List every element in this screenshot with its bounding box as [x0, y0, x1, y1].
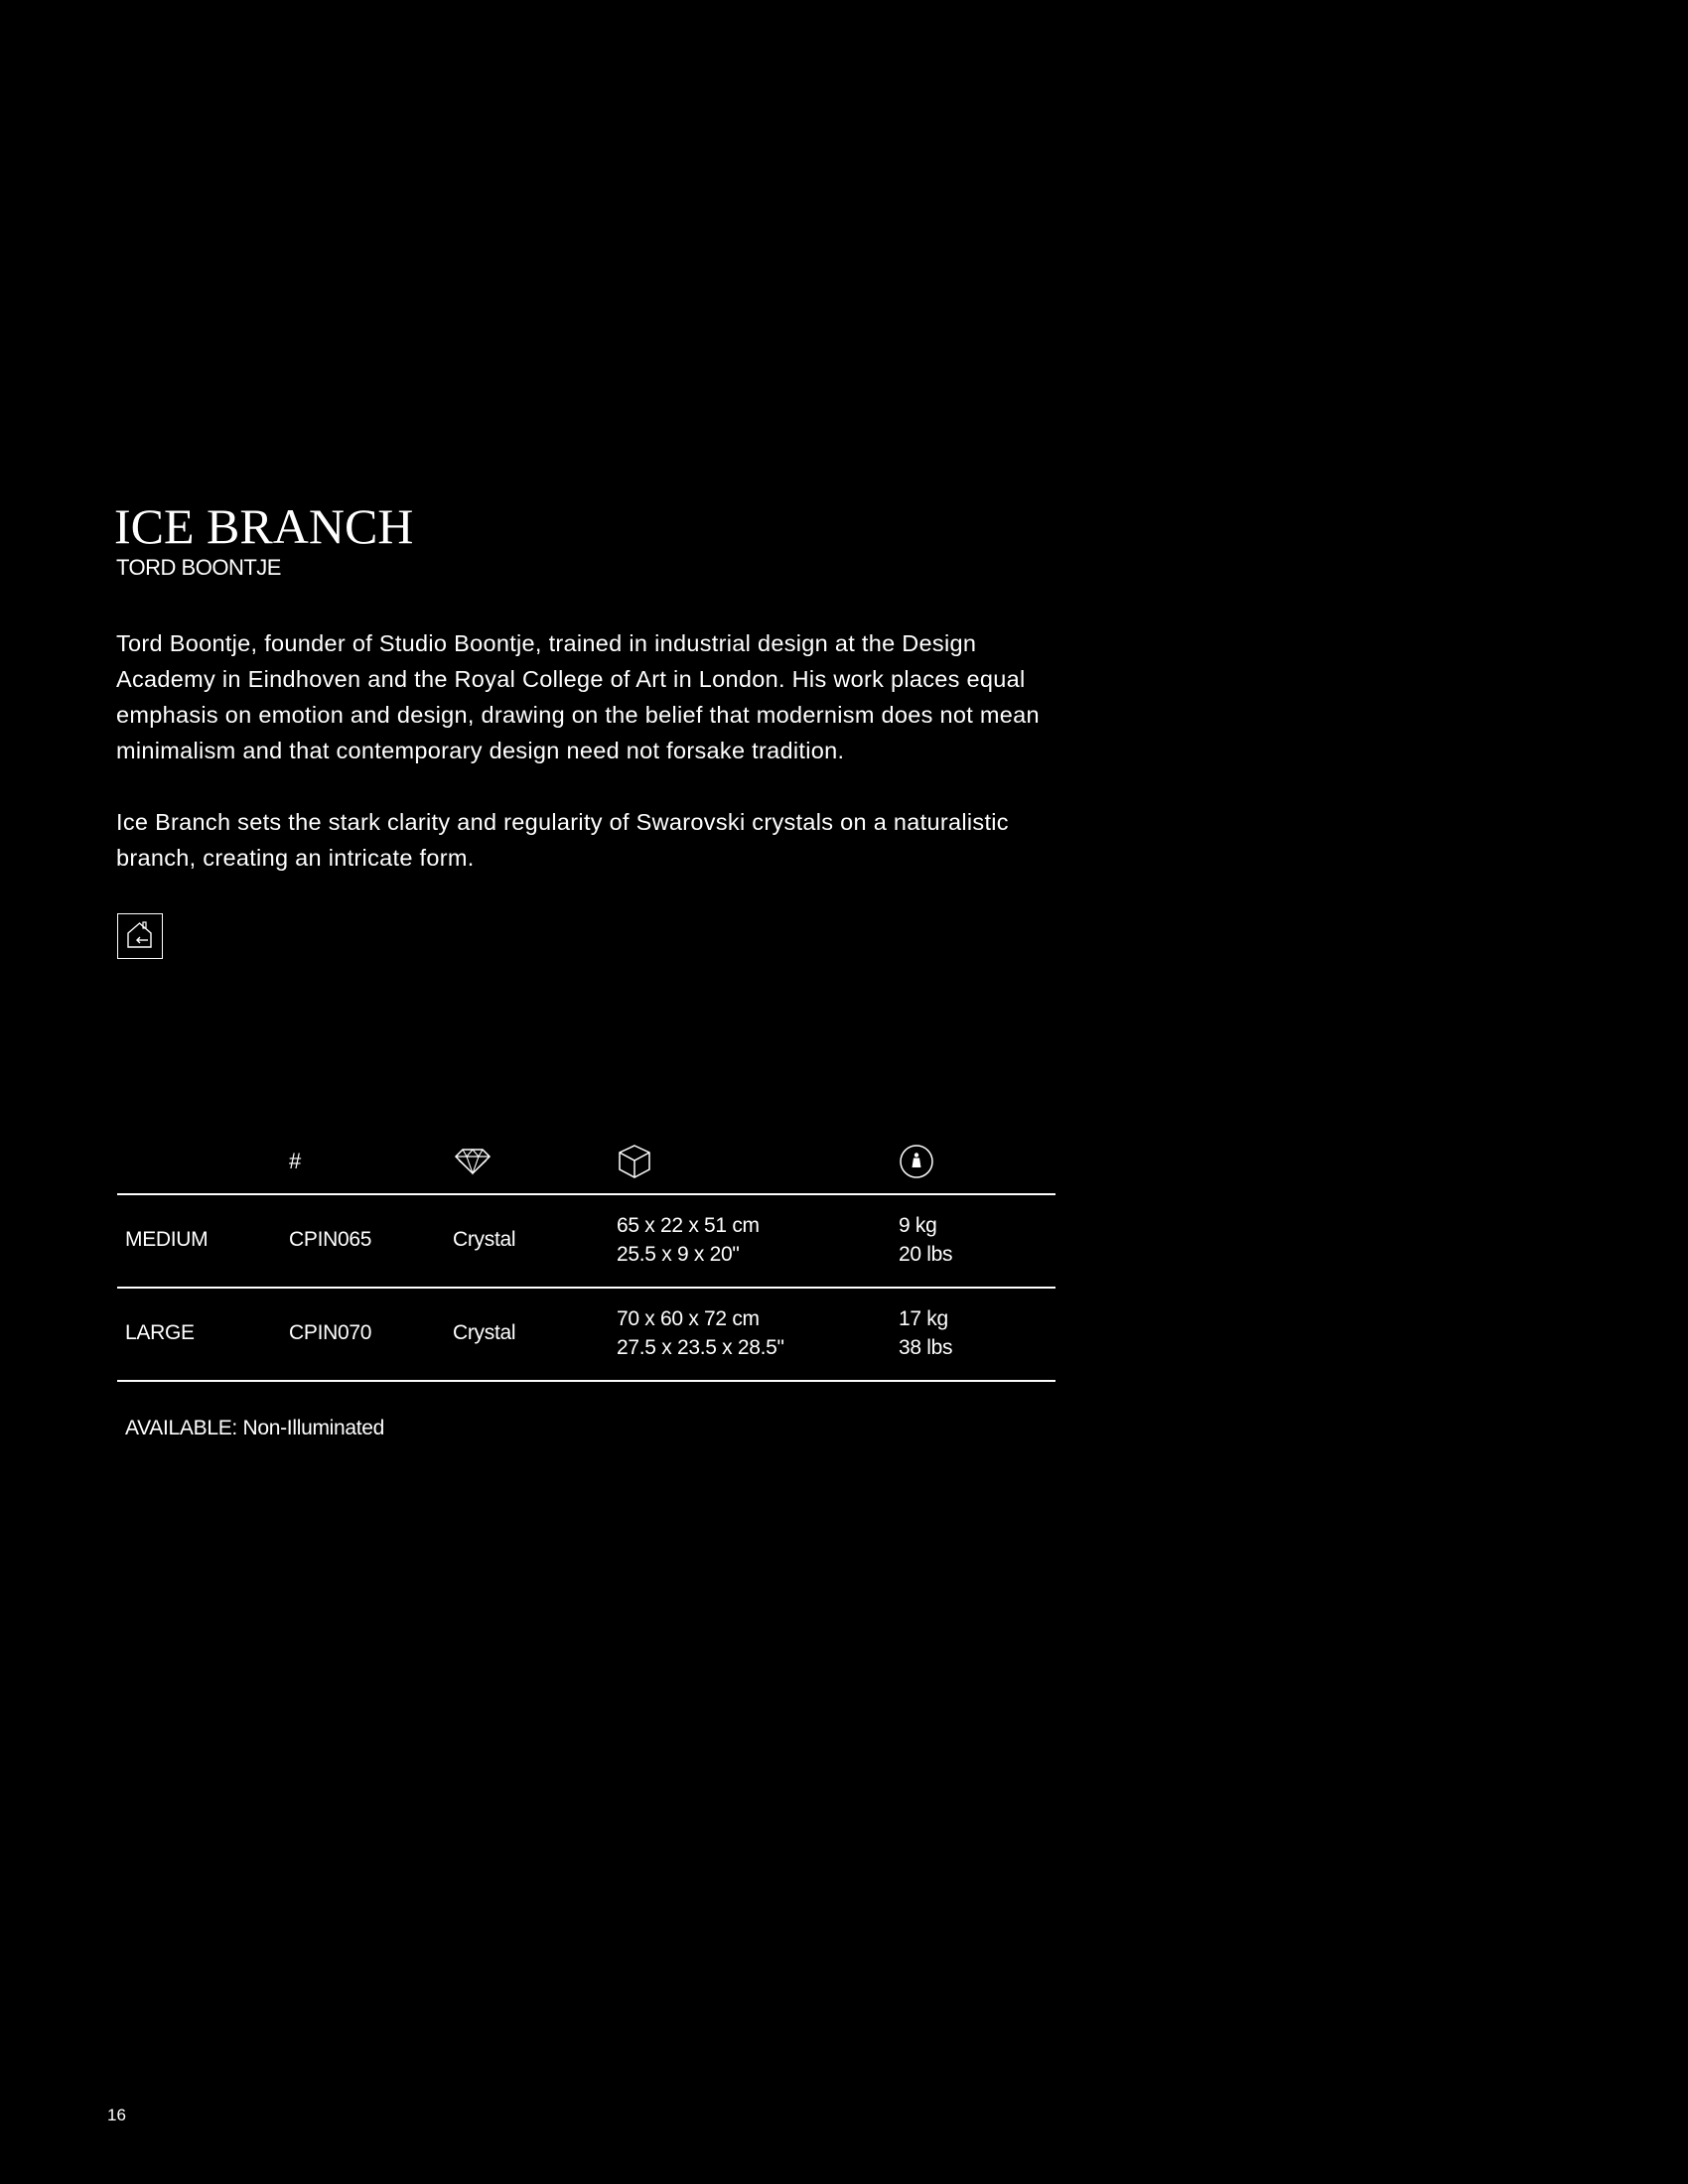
- material-cell: Crystal: [453, 1228, 516, 1251]
- spec-table: [117, 1132, 1055, 1382]
- indoor-house-icon: [117, 913, 163, 959]
- spec-table-header: [117, 1132, 1055, 1195]
- weight-metric: 9 kg: [899, 1214, 937, 1237]
- dimensions-imperial: 25.5 x 9 x 20": [617, 1243, 740, 1266]
- diamond-icon: [453, 1142, 492, 1181]
- weight-metric: 17 kg: [899, 1307, 948, 1330]
- material-cell: Crystal: [453, 1321, 516, 1344]
- cube-icon: [617, 1142, 652, 1181]
- product-description: Ice Branch sets the stark clarity and regularity of Swarovski crystals on a naturalistic branch, creating an intricate form.: [116, 809, 1009, 871]
- designer-bio: Tord Boontje, founder of Studio Boontje, trained in industrial design at the Design Academy in Eindhoven and the Royal College of Art in London. His work places equal emphasis on emotion and design, drawing on the belief that modernism does not mean minimalism and that contemporary design need not forsake tradition.: [116, 630, 1040, 763]
- designer-name: TORD BOONTJE: [116, 555, 281, 580]
- code-cell: CPIN065: [289, 1228, 372, 1251]
- weight-icon: [899, 1142, 934, 1181]
- availability-note: AVAILABLE: Non-Illuminated: [125, 1417, 385, 1439]
- table-row: [117, 1195, 1055, 1289]
- table-row: [117, 1289, 1055, 1382]
- dimensions-cell: [617, 1211, 760, 1269]
- code-header: #: [289, 1149, 302, 1173]
- weight-cell: [899, 1211, 952, 1269]
- page-number: 16: [107, 2106, 126, 2124]
- page-title: ICE BRANCH: [114, 498, 414, 554]
- dimensions-cell: [617, 1304, 784, 1362]
- dimensions-metric: 70 x 60 x 72 cm: [617, 1307, 760, 1330]
- weight-imperial: 20 lbs: [899, 1243, 953, 1266]
- weight-cell: [899, 1304, 952, 1362]
- weight-imperial: 38 lbs: [899, 1336, 953, 1359]
- dimensions-imperial: 27.5 x 23.5 x 28.5": [617, 1336, 784, 1359]
- size-cell: MEDIUM: [125, 1228, 209, 1251]
- code-cell: CPIN070: [289, 1321, 372, 1344]
- size-cell: LARGE: [125, 1321, 195, 1344]
- dimensions-metric: 65 x 22 x 51 cm: [617, 1214, 760, 1237]
